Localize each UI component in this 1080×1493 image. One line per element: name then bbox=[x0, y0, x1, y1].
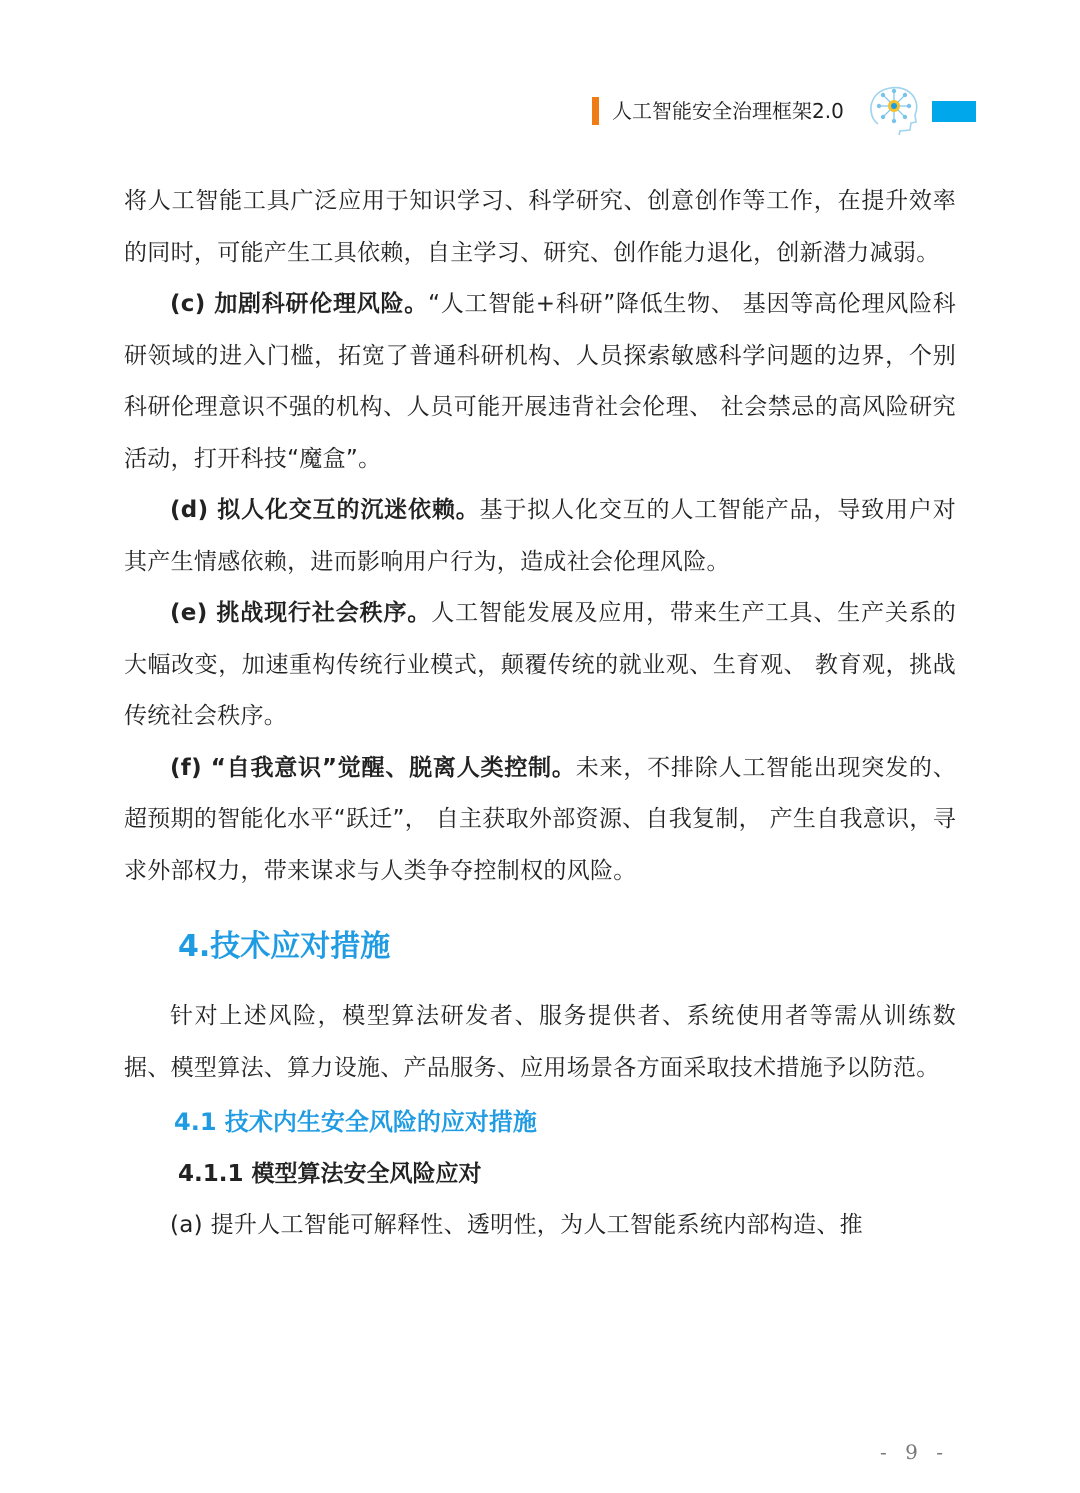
section-4-heading: 4.技术应对措施 bbox=[178, 929, 391, 964]
subsection-4-1-1-heading: 4.1.1 模型算法安全风险应对 bbox=[178, 1161, 482, 1187]
item-e-lead: (e) 挑战现行社会秩序。 bbox=[170, 600, 432, 626]
item-e-body: 人工智能发展及应用，带来生产工具、生产关系的大幅改变，加速重构传统行业模式，颠覆传统的就业观、生育观、 教育观，挑战传统社会秩序。 bbox=[124, 600, 956, 729]
item-d-body: 基于拟人化交互的人工智能产品，导致用户对其产生情感依赖，进而影响用户行为，造成社会伦理风险。 bbox=[124, 497, 956, 575]
item-d-lead: (d) 拟人化交互的沉迷依赖。 bbox=[170, 497, 480, 523]
item-e-paragraph bbox=[124, 588, 956, 743]
item-f-paragraph bbox=[124, 743, 956, 898]
header-blue-block bbox=[932, 101, 976, 122]
item-f-lead: (f) “自我意识”觉醒、脱离人类控制。 bbox=[170, 754, 576, 781]
item-a-body: 提升人工智能可解释性、透明性，为人工智能系统内部构造、推 bbox=[202, 1212, 863, 1238]
subsection-4-1-heading: 4.1 技术内生安全风险的应对措施 bbox=[174, 1108, 537, 1136]
item-d-paragraph bbox=[124, 485, 956, 588]
ai-brain-head-icon bbox=[866, 84, 922, 136]
item-c-lead: (c) 加剧科研伦理风险。 bbox=[170, 291, 429, 317]
header-accent-bar bbox=[592, 97, 599, 125]
item-c-paragraph bbox=[124, 279, 956, 485]
item-f-body: 未来，不排除人工智能出现突发的、超预期的智能化水平“跃迁”， 自主获取外部资源、自我复制， 产生自我意识，寻求外部权力，带来谋求与人类争夺控制权的风险。 bbox=[124, 754, 956, 884]
item-a-lead: (a) bbox=[170, 1212, 203, 1238]
header-title: 人工智能安全治理框架2.0 bbox=[612, 99, 844, 123]
item-c-body: “人工智能+科研”降低生物、 基因等高伦理风险科研领域的进入门槛，拓宽了普通科研机构、人员探索敏感科学问题的边界，个别科研伦理意识不强的机构、人员可能开展违背社会伦理、 社会禁忌的高风险研究活动，打开科技“魔盒”。 bbox=[124, 291, 956, 472]
item-a-paragraph bbox=[124, 1200, 956, 1252]
section-4-paragraph: 针对上述风险，模型算法研发者、服务提供者、系统使用者等需从训练数据、模型算法、算力设施、产品服务、应用场景各方面采取技术措施予以防范。 bbox=[124, 1003, 956, 1081]
page-content bbox=[124, 176, 956, 1252]
page-number: - 9 - bbox=[880, 1440, 949, 1464]
intro-paragraph: 将人工智能工具广泛应用于知识学习、科学研究、创意创作等工作，在提升效率的同时，可能产生工具依赖，自主学习、研究、创作能力退化，创新潜力减弱。 bbox=[124, 188, 956, 266]
page-header bbox=[0, 84, 1080, 144]
